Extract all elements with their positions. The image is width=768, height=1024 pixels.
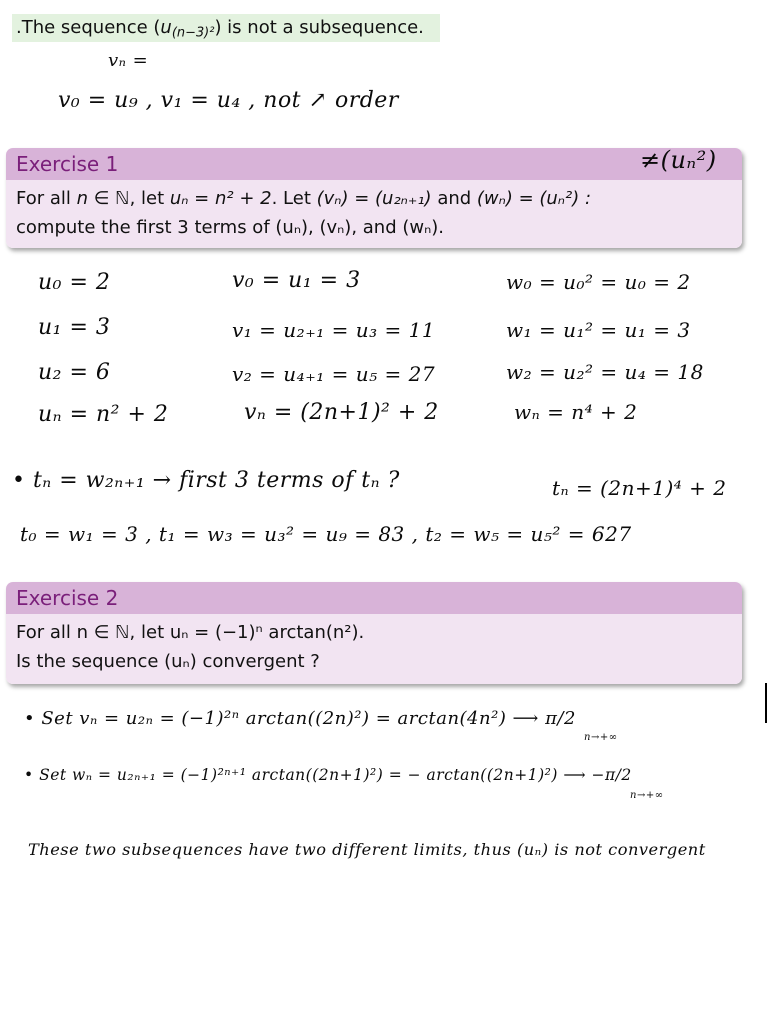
margin-mark — [765, 683, 767, 723]
hw-col2-row2: v₁ = u₂₊₁ = u₃ = 11 — [232, 318, 436, 342]
ex1-text: and — [431, 188, 477, 209]
ex1-text: For all — [16, 188, 77, 209]
exercise-1-block — [6, 148, 742, 248]
hw-col1-row4: uₙ = n² + 2 — [38, 402, 169, 427]
top-note — [12, 14, 440, 42]
exercise-2-line-2: Is the sequence (uₙ) convergent ? — [16, 651, 320, 672]
hw-col2-row1: v₀ = u₁ = 3 — [232, 268, 361, 293]
hw-col3-row1: w₀ = u₀² = u₀ = 2 — [506, 270, 691, 294]
hw-col2-row4: vₙ = (2n+1)² + 2 — [244, 400, 439, 425]
hw-v-order-line: v₀ = u₉ , v₁ = u₄ , not ↗ order — [58, 88, 399, 113]
ex1-annotation: ≠(uₙ²) — [640, 146, 717, 174]
hw-ex2-line2: • Set wₙ = u₂ₙ₊₁ = (−1)²ⁿ⁺¹ arctan((2n+1)²) = − arctan((2n+1)²) ⟶ −π/2 — [24, 766, 632, 784]
hw-col2-row3: v₂ = u₄₊₁ = u₅ = 27 — [232, 362, 436, 386]
hw-col1-row3: u₂ = 6 — [38, 360, 111, 385]
exercise-1-line-1 — [16, 184, 732, 213]
hw-t-line: • tₙ = w₂ₙ₊₁ → first 3 terms of tₙ ? — [12, 468, 400, 493]
top-note-suffix: ) is not a subsequence. — [214, 17, 424, 38]
exercise-2-block — [6, 582, 742, 684]
ex1-math: (vₙ) = (u₂ₙ₊₁) — [316, 188, 432, 209]
hw-ex2-line2-limit: n→+∞ — [630, 790, 664, 801]
ex1-text: . Let — [271, 188, 317, 209]
hw-vn-eq: vₙ = — [108, 50, 149, 71]
hw-conclusion: These two subsequences have two different limits, thus (uₙ) is not convergent — [28, 840, 706, 859]
top-note-prefix: .The sequence ( — [16, 17, 161, 38]
hw-col3-row4: wₙ = n⁴ + 2 — [514, 400, 638, 424]
hw-t-values: t₀ = w₁ = 3 , t₁ = w₃ = u₃² = u₉ = 83 , t₂ = w₅ = u₅² = 627 — [20, 522, 632, 546]
hw-t-formula: tₙ = (2n+1)⁴ + 2 — [552, 476, 727, 500]
exercise-1-body — [6, 180, 742, 248]
exercise-2-line-1: For all n ∈ ℕ, let uₙ = (−1)ⁿ arctan(n²). — [16, 622, 365, 643]
ex1-math: (wₙ) = (uₙ²) : — [476, 188, 592, 209]
hw-col3-row2: w₁ = u₁² = u₁ = 3 — [506, 318, 691, 342]
exercise-1-line-2: compute the first 3 terms of (uₙ), (vₙ), and (wₙ). — [16, 217, 445, 238]
exercise-1-title: Exercise 1 — [6, 148, 742, 180]
ex1-text: , let — [129, 188, 170, 209]
exercise-2-title: Exercise 2 — [6, 582, 742, 614]
top-note-u: u — [160, 17, 172, 38]
hw-col1-row1: u₀ = 2 — [38, 270, 111, 295]
exercise-2-body — [6, 614, 742, 684]
hw-ex2-line1-limit: n→+∞ — [584, 732, 618, 743]
hw-col3-row3: w₂ = u₂² = u₄ = 18 — [506, 360, 704, 384]
hw-ex2-line1: • Set vₙ = u₂ₙ = (−1)²ⁿ arctan((2n)²) = arctan(4n²) ⟶ π/2 — [24, 708, 576, 729]
ex1-math: n ∈ ℕ — [76, 188, 130, 209]
hw-col1-row2: u₁ = 3 — [38, 315, 111, 340]
top-note-sub: (n−3)² — [171, 25, 215, 41]
ex1-math: uₙ = n² + 2 — [169, 188, 272, 209]
